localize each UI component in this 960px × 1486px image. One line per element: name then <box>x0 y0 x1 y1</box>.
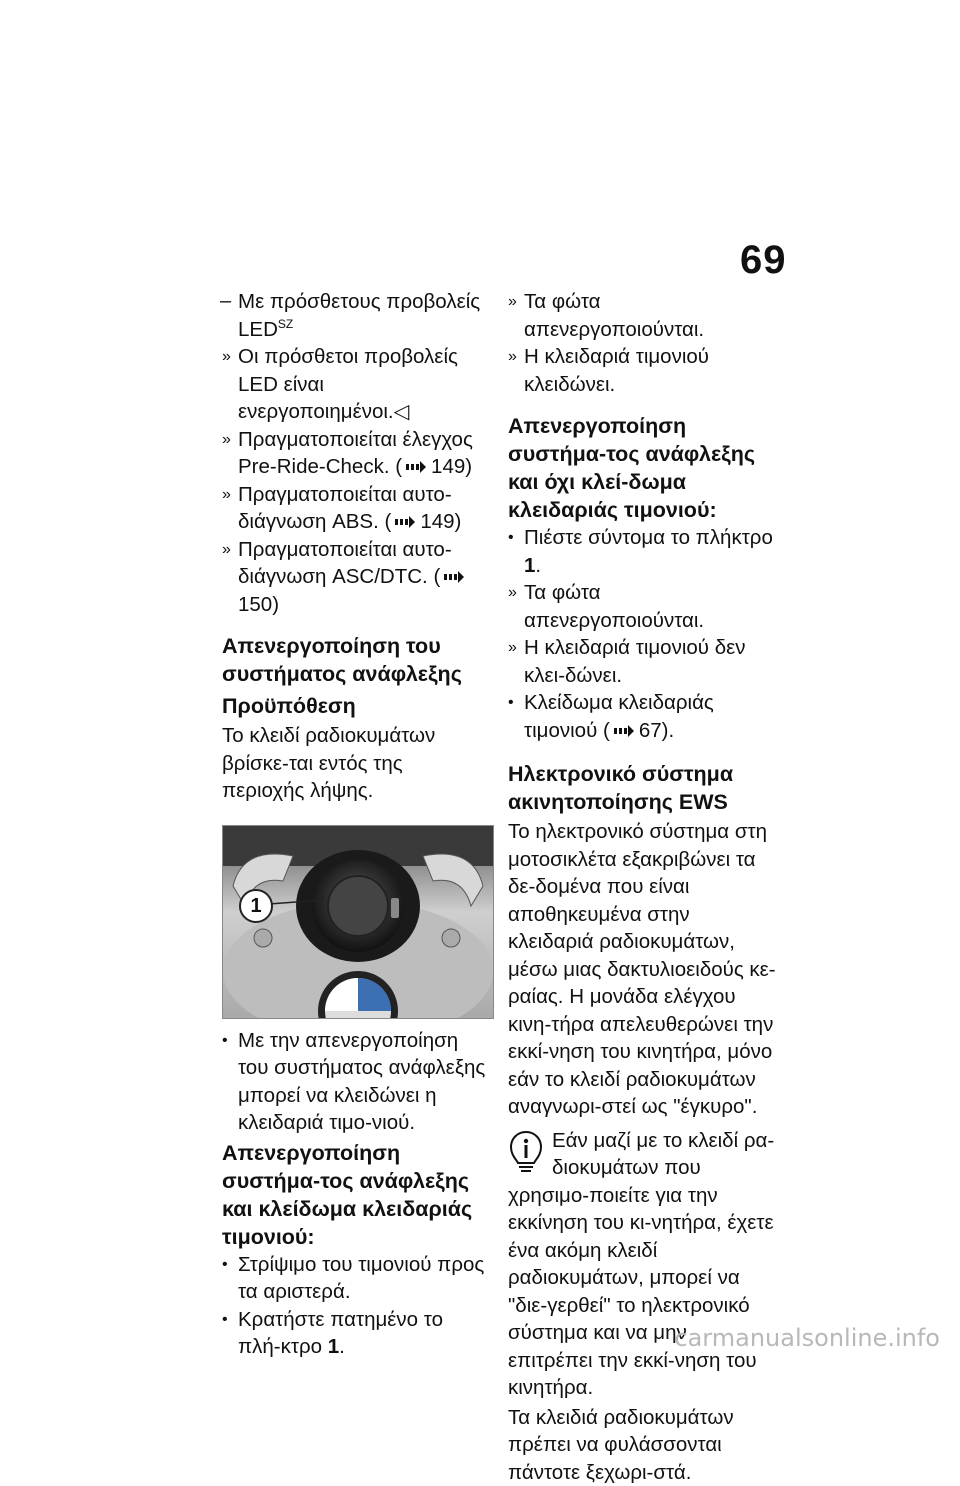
watermark: carmanualsonline.info <box>674 1324 940 1352</box>
bullet-marker: • <box>508 524 524 552</box>
result-text: Πραγματοποιείται αυτο-διάγνωση ABS. ( <box>238 483 452 534</box>
button-reference: 1 <box>524 554 535 577</box>
section-heading: Απενεργοποίηση συστήμα-τος ανάφλεξης και κλείδωμα κλειδαριάς τιμονιού: <box>222 1139 490 1251</box>
ignition-switch-illustration <box>223 826 493 1018</box>
condition-code: SZ <box>278 317 293 331</box>
bullet-marker: • <box>222 1027 238 1055</box>
result-item <box>508 579 776 634</box>
condition-item <box>222 288 490 343</box>
bullet-end: . <box>535 554 541 577</box>
result-item <box>508 634 776 689</box>
result-marker: » <box>222 536 238 564</box>
page-reference[interactable]: 149) <box>420 510 461 533</box>
result-marker: » <box>222 481 238 509</box>
dash-marker: – <box>220 288 236 316</box>
left-column <box>222 288 490 1361</box>
result-marker: » <box>508 579 524 607</box>
section-heading: Απενεργοποίηση συστήμα-τος ανάφλεξης και όχι κλεί-δωμα κλειδαριάς τιμονιού: <box>508 412 776 524</box>
result-marker: » <box>508 288 524 316</box>
bullet-item <box>222 1027 490 1137</box>
bullet-item <box>222 1306 490 1361</box>
bullet-marker: • <box>222 1306 238 1334</box>
result-text: Η κλειδαριά τιμονιού δεν κλει-δώνει. <box>524 636 746 687</box>
result-text: Τα φώτα απενεργοποιούνται. <box>524 290 704 341</box>
bullet-text: Πιέστε σύντομα το πλήκτρο <box>524 526 773 549</box>
page-reference[interactable]: 149) <box>431 455 472 478</box>
result-text: Η κλειδαριά τιμονιού κλειδώνει. <box>524 345 709 396</box>
reference-arrow-icon <box>443 570 465 584</box>
precondition-text: Το κλειδί ραδιοκυμάτων βρίσκε-ται εντός της περιοχής λήψης. <box>222 722 490 805</box>
bullet-marker: • <box>508 689 524 717</box>
result-marker: » <box>508 343 524 371</box>
bullet-text: Κλείδωμα κλειδαριάς τιμονιού ( <box>524 691 714 742</box>
result-item <box>508 343 776 398</box>
button-reference: 1 <box>328 1335 339 1358</box>
result-item <box>222 426 490 481</box>
result-text: Πραγματοποιείται έλεγχος Pre-Ride-Check. ( <box>238 428 473 479</box>
ignition-switch-photo <box>222 825 494 1019</box>
ews-paragraph: Το ηλεκτρονικό σύστημα στη μοτοσικλέτα εξακριβώνει τα δε-δομένα που είναι αποθηκευμένα στην κλειδαριά ραδιοκυμάτων, μέσω μιας δακτυλιοειδούς κε-ραίας. Η μονάδα ελέγχου κινη-τήρα απελευθερώνει την εκκί-νηση του κινητήρα, μόνο εάν το κλειδί ραδιοκυμάτων αναγνωρι-στεί ως "έγκυρο". <box>508 818 776 1121</box>
bullet-text: Κρατήστε πατημένο το πλή-κτρο <box>238 1308 443 1359</box>
reference-arrow-icon <box>613 724 635 738</box>
reference-arrow-icon <box>394 515 416 529</box>
result-text: Πραγματοποιείται αυτο-διάγνωση ASC/DTC. ( <box>238 538 452 589</box>
section-heading: Απενεργοποίηση του συστήματος ανάφλεξης <box>222 632 490 688</box>
result-item <box>222 343 490 426</box>
bullet-item <box>222 1251 490 1306</box>
result-marker: » <box>508 634 524 662</box>
bullet-end: . <box>339 1335 345 1358</box>
bullet-text: Με την απενεργοποίηση του συστήματος ανάφλεξης μπορεί να κλειδώνει η κλειδαριά τιμο-νιού. <box>238 1029 485 1135</box>
page-number: 69 <box>740 238 787 283</box>
result-marker: » <box>222 343 238 371</box>
reference-arrow-icon <box>405 460 427 474</box>
result-text: Οι πρόσθετοι προβολείς LED είναι ενεργοποιημένοι.◁ <box>238 345 458 423</box>
result-item <box>222 481 490 536</box>
page-reference[interactable]: 67). <box>639 719 674 742</box>
condition-text: Με πρόσθετους προβολείς LED <box>238 290 480 341</box>
callout-1: 1 <box>239 889 273 923</box>
info-icon <box>508 1129 544 1173</box>
page-reference[interactable]: 150) <box>238 593 279 616</box>
result-marker: » <box>222 426 238 454</box>
result-item <box>508 288 776 343</box>
result-text: Τα φώτα απενεργοποιούνται. <box>524 581 704 632</box>
info-note <box>508 1127 776 1402</box>
final-paragraph: Τα κλειδιά ραδιοκυμάτων πρέπει να φυλάσσονται πάντοτε ξεχωρι-στά. <box>508 1404 776 1486</box>
subsection-heading: Προϋπόθεση <box>222 692 490 720</box>
right-column <box>508 288 776 1486</box>
bullet-item <box>508 689 776 744</box>
result-item <box>222 536 490 619</box>
info-text: Εάν μαζί με το κλειδί ρα-διοκυμάτων που χρησιμο-ποιείτε για την εκκίνηση του κι-νητήρα, έχετε ένα ακόμη κλειδί ραδιοκυμάτων, μπορεί να "διε-γερθεί" το ηλεκτρονικό σύστημα και να μην επιτρέπει την εκκί-νηση του κινητήρα. <box>508 1129 774 1400</box>
bullet-text: Στρίψιμο του τιμονιού προς τα αριστερά. <box>238 1253 484 1304</box>
section-heading: Ηλεκτρονικό σύστημα ακινητοποίησης EWS <box>508 760 776 816</box>
bullet-item <box>508 524 776 579</box>
bullet-marker: • <box>222 1251 238 1279</box>
